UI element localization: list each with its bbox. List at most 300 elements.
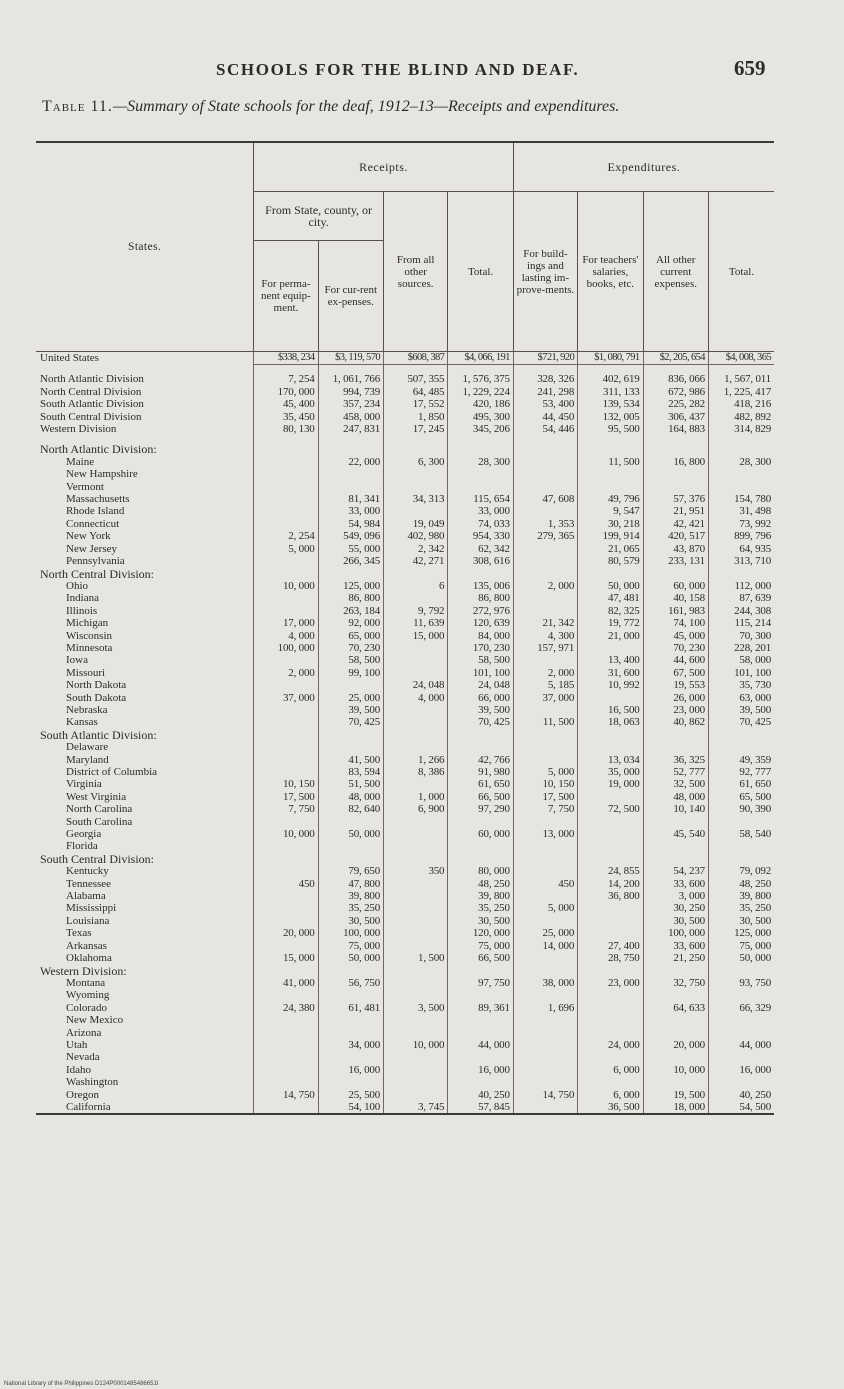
table-cell: 30, 500	[448, 915, 513, 927]
table-cell	[384, 1027, 448, 1039]
summary-table	[36, 141, 774, 1117]
table-cell: 16, 500	[578, 704, 643, 716]
table-cell: 61, 650	[448, 778, 513, 790]
table-row	[36, 704, 774, 716]
table-cell: $721, 920	[513, 352, 577, 365]
table-cell	[384, 816, 448, 828]
table-cell: 61, 650	[708, 778, 774, 790]
table-cell	[254, 915, 318, 927]
table-cell	[254, 840, 318, 852]
table-cell	[513, 865, 577, 877]
table-row	[36, 679, 774, 691]
table-cell	[643, 853, 708, 865]
table-cell: 272, 976	[448, 605, 513, 617]
row-label: Colorado	[66, 1001, 107, 1014]
table-cell	[254, 592, 318, 604]
table-cell: $3, 119, 570	[318, 352, 383, 365]
table-cell: 199, 914	[578, 530, 643, 542]
row-label: Wisconsin	[66, 629, 112, 642]
table-caption-lead: Table 11.	[42, 98, 113, 115]
table-cell: 10, 000	[254, 828, 318, 840]
table-cell: 5, 000	[513, 766, 577, 778]
table-row	[36, 915, 774, 927]
table-cell: 17, 245	[384, 423, 448, 435]
table-row	[36, 398, 774, 410]
row-label: Nebraska	[66, 703, 108, 716]
table-cell: 10, 150	[513, 778, 577, 790]
table-cell	[578, 902, 643, 914]
table-body	[36, 352, 774, 1118]
table-cell: 21, 000	[578, 630, 643, 642]
table-cell: 58, 500	[448, 654, 513, 666]
table-cell	[384, 878, 448, 890]
table-cell	[513, 481, 577, 493]
row-label: South Atlantic Division:	[40, 728, 157, 742]
table-cell: 450	[513, 878, 577, 890]
table-cell: 92, 777	[708, 766, 774, 778]
table-row	[36, 1027, 774, 1039]
table-cell: 350	[384, 865, 448, 877]
table-cell	[578, 1027, 643, 1039]
row-label: South Dakota	[66, 691, 127, 704]
table-cell	[384, 704, 448, 716]
table-cell: 19, 772	[578, 617, 643, 629]
table-cell	[448, 1051, 513, 1063]
spacer-cell	[643, 435, 708, 443]
table-cell: 15, 000	[254, 952, 318, 964]
table-cell: 40, 250	[448, 1089, 513, 1101]
table-cell: 21, 342	[513, 617, 577, 629]
table-cell	[384, 915, 448, 927]
table-cell: 225, 282	[643, 398, 708, 410]
table-cell: 31, 498	[708, 505, 774, 517]
spacer-cell	[384, 365, 448, 374]
table-row	[36, 865, 774, 877]
row-label: North Central Division	[40, 385, 142, 398]
spacer-cell	[448, 435, 513, 443]
table-cell: $1, 080, 791	[578, 352, 643, 365]
table-cell: 233, 131	[643, 555, 708, 567]
table-row	[36, 654, 774, 666]
table-cell: 954, 330	[448, 530, 513, 542]
table-cell: 34, 000	[318, 1039, 383, 1051]
table-cell: $608, 387	[384, 352, 448, 365]
table-cell: 50, 000	[318, 952, 383, 964]
table-cell	[448, 468, 513, 480]
row-label: Maine	[66, 455, 95, 468]
table-cell: 36, 325	[643, 754, 708, 766]
table-cell: 19, 500	[643, 1089, 708, 1101]
table-cell	[254, 605, 318, 617]
table-cell: 28, 750	[578, 952, 643, 964]
table-cell: 1, 000	[384, 791, 448, 803]
table-cell: 313, 710	[708, 555, 774, 567]
table-cell	[448, 443, 513, 455]
table-cell: 35, 250	[318, 902, 383, 914]
table-cell	[254, 865, 318, 877]
table-cell: 6	[384, 580, 448, 592]
table-cell	[254, 468, 318, 480]
table-cell: 39, 800	[318, 890, 383, 902]
table-cell: 57, 376	[643, 493, 708, 505]
table-row	[36, 411, 774, 423]
table-row	[36, 840, 774, 852]
table-row	[36, 791, 774, 803]
table-cell: 89, 361	[448, 1002, 513, 1014]
table-cell	[254, 704, 318, 716]
table-cell	[643, 481, 708, 493]
table-cell	[254, 1076, 318, 1088]
table-cell: 994, 739	[318, 386, 383, 398]
table-cell: 70, 425	[448, 716, 513, 728]
table-cell: 83, 594	[318, 766, 383, 778]
table-cell	[513, 592, 577, 604]
table-cell	[448, 1027, 513, 1039]
table-cell	[513, 754, 577, 766]
table-cell	[513, 952, 577, 964]
table-cell	[513, 816, 577, 828]
spacer-cell	[513, 435, 577, 443]
table-row	[36, 352, 774, 365]
table-cell: 100, 000	[318, 927, 383, 939]
table-cell: 75, 000	[448, 940, 513, 952]
table-cell: 52, 777	[643, 766, 708, 778]
table-cell: 10, 140	[643, 803, 708, 815]
table-cell: 101, 100	[448, 667, 513, 679]
table-row	[36, 617, 774, 629]
table-cell	[708, 989, 774, 1001]
table-cell: 23, 000	[643, 704, 708, 716]
table-cell	[513, 468, 577, 480]
table-cell: 311, 133	[578, 386, 643, 398]
table-cell	[384, 890, 448, 902]
table-cell	[448, 481, 513, 493]
row-label: Idaho	[66, 1063, 92, 1076]
table-cell	[513, 741, 577, 753]
row-label: Delaware	[66, 741, 109, 754]
table-cell	[254, 1051, 318, 1063]
table-cell	[384, 642, 448, 654]
row-label: North Dakota	[66, 679, 127, 692]
table-cell: 24, 048	[384, 679, 448, 691]
table-row	[36, 373, 774, 385]
table-cell: 120, 639	[448, 617, 513, 629]
table-cell: 50, 000	[708, 952, 774, 964]
table-cell	[513, 1051, 577, 1063]
table-cell	[578, 1051, 643, 1063]
table-cell: 54, 984	[318, 518, 383, 530]
table-cell	[578, 828, 643, 840]
spacer-cell	[318, 435, 383, 443]
table-cell	[384, 1076, 448, 1088]
table-cell: 28, 300	[448, 456, 513, 468]
table-row	[36, 592, 774, 604]
table-cell	[448, 840, 513, 852]
table-cell: 28, 300	[708, 456, 774, 468]
table-cell: 54, 237	[643, 865, 708, 877]
table-cell	[318, 443, 383, 455]
table-cell: 6, 300	[384, 456, 448, 468]
table-cell: 33, 600	[643, 878, 708, 890]
table-cell: 47, 608	[513, 493, 577, 505]
table-cell: 1, 576, 375	[448, 373, 513, 385]
table-cell	[384, 778, 448, 790]
table-cell	[708, 853, 774, 865]
table-cell	[384, 729, 448, 741]
table-cell	[384, 1051, 448, 1063]
table-cell: 25, 500	[318, 1089, 383, 1101]
table-cell	[578, 1014, 643, 1026]
table-cell: 10, 000	[643, 1064, 708, 1076]
table-cell	[448, 1014, 513, 1026]
table-cell	[384, 828, 448, 840]
table-cell	[448, 1076, 513, 1088]
table-cell: 1, 850	[384, 411, 448, 423]
table-cell	[384, 840, 448, 852]
table-row	[36, 505, 774, 517]
table-cell	[643, 1014, 708, 1026]
row-label: South Atlantic Division	[40, 398, 144, 411]
table-row	[36, 778, 774, 790]
table-cell: 44, 000	[708, 1039, 774, 1051]
table-cell	[448, 816, 513, 828]
table-cell: 44, 600	[643, 654, 708, 666]
table-cell	[708, 965, 774, 977]
table-cell: 120, 000	[448, 927, 513, 939]
row-label: South Carolina	[66, 815, 133, 828]
spacer-cell	[254, 435, 318, 443]
table-row	[36, 605, 774, 617]
table-cell: 3, 745	[384, 1101, 448, 1114]
table-cell	[254, 816, 318, 828]
table-cell: 20, 000	[643, 1039, 708, 1051]
table-cell: 65, 000	[318, 630, 383, 642]
table-row	[36, 1051, 774, 1063]
table-cell: 99, 100	[318, 667, 383, 679]
column-header-salaries: For teachers' salaries, books, etc.	[578, 192, 643, 352]
table-cell	[448, 853, 513, 865]
table-cell: 4, 300	[513, 630, 577, 642]
row-label: Arizona	[66, 1026, 102, 1039]
table-cell	[578, 853, 643, 865]
table-cell: 50, 000	[578, 580, 643, 592]
table-cell: 2, 000	[254, 667, 318, 679]
page-number: 659	[734, 56, 766, 80]
table-cell: 16, 800	[643, 456, 708, 468]
row-label: Minnesota	[66, 641, 113, 654]
table-cell: 5, 000	[513, 902, 577, 914]
table-cell	[578, 965, 643, 977]
row-label: Maryland	[66, 753, 109, 766]
row-label: Kentucky	[66, 865, 109, 878]
table-cell: 458, 000	[318, 411, 383, 423]
spacer-cell	[384, 435, 448, 443]
table-cell	[578, 642, 643, 654]
row-label: Connecticut	[66, 517, 120, 530]
running-title: SCHOOLS FOR THE BLIND AND DEAF.	[216, 60, 580, 79]
table-row	[36, 456, 774, 468]
table-cell	[384, 989, 448, 1001]
table-cell: 82, 640	[318, 803, 383, 815]
table-cell	[578, 692, 643, 704]
table-cell	[513, 568, 577, 580]
table-cell: 33, 000	[318, 505, 383, 517]
table-cell	[708, 1027, 774, 1039]
row-label: Alabama	[66, 890, 106, 903]
table-cell	[318, 965, 383, 977]
table-cell: 420, 517	[643, 530, 708, 542]
table-cell	[254, 1027, 318, 1039]
table-cell	[513, 456, 577, 468]
table-row	[36, 468, 774, 480]
table-cell	[578, 989, 643, 1001]
table-cell: 26, 000	[643, 692, 708, 704]
table-cell: 6, 900	[384, 803, 448, 815]
column-header-states: States.	[36, 142, 254, 352]
table-cell: 31, 600	[578, 667, 643, 679]
table-cell	[448, 989, 513, 1001]
table-cell: 402, 980	[384, 530, 448, 542]
table-row	[36, 902, 774, 914]
table-cell: 86, 800	[448, 592, 513, 604]
table-row	[36, 630, 774, 642]
table-cell	[578, 741, 643, 753]
table-cell: 154, 780	[708, 493, 774, 505]
table-cell: 66, 500	[448, 952, 513, 964]
table-cell: 17, 500	[513, 791, 577, 803]
division-heading-row	[36, 568, 774, 580]
row-label: Western Division:	[40, 964, 127, 977]
table-cell: 10, 150	[254, 778, 318, 790]
table-cell: 1, 696	[513, 1002, 577, 1014]
table-row	[36, 927, 774, 939]
table-cell: 37, 000	[254, 692, 318, 704]
table-cell	[448, 965, 513, 977]
table-cell	[708, 443, 774, 455]
table-cell	[384, 1089, 448, 1101]
table-cell	[254, 1039, 318, 1051]
column-header-current: For cur-rent ex-penses.	[318, 241, 383, 352]
table-cell: 58, 500	[318, 654, 383, 666]
row-label: Louisiana	[66, 914, 110, 927]
table-cell: 60, 000	[448, 828, 513, 840]
table-cell: 279, 365	[513, 530, 577, 542]
table-cell: 14, 200	[578, 878, 643, 890]
table-cell: 16, 000	[708, 1064, 774, 1076]
table-cell	[448, 741, 513, 753]
table-cell: 50, 000	[318, 828, 383, 840]
table-cell	[384, 940, 448, 952]
table-cell: 39, 500	[318, 704, 383, 716]
table-cell	[708, 1014, 774, 1026]
table-cell	[318, 840, 383, 852]
table-cell: 9, 792	[384, 605, 448, 617]
table-cell: 22, 000	[318, 456, 383, 468]
table-cell: 33, 000	[448, 505, 513, 517]
table-cell	[513, 729, 577, 741]
table-cell	[254, 555, 318, 567]
table-cell: 24, 048	[448, 679, 513, 691]
row-label: New Hampshire	[66, 468, 138, 481]
table-cell: 1, 567, 011	[708, 373, 774, 385]
table-row	[36, 989, 774, 1001]
table-row	[36, 878, 774, 890]
spacer-row	[36, 435, 774, 443]
table-cell	[254, 940, 318, 952]
table-cell: 70, 230	[643, 642, 708, 654]
bottom-rule	[36, 1114, 774, 1117]
table-cell: 64, 633	[643, 1002, 708, 1014]
table-cell	[578, 481, 643, 493]
table-cell: 4, 000	[254, 630, 318, 642]
table-cell: 161, 983	[643, 605, 708, 617]
table-cell: 35, 250	[448, 902, 513, 914]
table-cell	[254, 443, 318, 455]
table-cell	[708, 1051, 774, 1063]
table-cell: 2, 000	[513, 580, 577, 592]
table-cell: 1, 266	[384, 754, 448, 766]
table-cell: 112, 000	[708, 580, 774, 592]
spacer-cell	[318, 365, 383, 374]
table-cell	[513, 1101, 577, 1114]
table-cell: 328, 326	[513, 373, 577, 385]
table-cell: 7, 750	[254, 803, 318, 815]
table-cell: 100, 000	[254, 642, 318, 654]
table-cell: 16, 000	[448, 1064, 513, 1076]
column-group-receipts: Receipts.	[254, 142, 514, 192]
table-row	[36, 890, 774, 902]
table-cell: 25, 000	[513, 927, 577, 939]
table-cell	[513, 543, 577, 555]
table-cell: 1, 229, 224	[448, 386, 513, 398]
table-cell: 10, 000	[254, 580, 318, 592]
row-label: North Atlantic Division:	[40, 443, 157, 456]
table-cell	[708, 840, 774, 852]
table-cell: 30, 218	[578, 518, 643, 530]
table-cell	[254, 965, 318, 977]
table-cell: 357, 234	[318, 398, 383, 410]
table-cell: 6, 000	[578, 1089, 643, 1101]
table-cell: 48, 250	[448, 878, 513, 890]
table-cell	[254, 766, 318, 778]
table-cell	[254, 853, 318, 865]
table-row	[36, 386, 774, 398]
table-cell	[643, 443, 708, 455]
row-label: District of Columbia	[66, 766, 158, 778]
table-cell	[254, 456, 318, 468]
table-cell: 97, 290	[448, 803, 513, 815]
division-heading-row	[36, 729, 774, 741]
table-cell	[384, 443, 448, 455]
table-cell	[578, 1002, 643, 1014]
table-cell: 95, 500	[578, 423, 643, 435]
table-cell: 42, 421	[643, 518, 708, 530]
table-cell	[578, 915, 643, 927]
spacer-cell	[643, 365, 708, 374]
row-label: Washington	[66, 1076, 119, 1089]
table-cell	[513, 443, 577, 455]
table-cell: 263, 184	[318, 605, 383, 617]
table-cell	[578, 927, 643, 939]
table-row	[36, 423, 774, 435]
table-cell	[254, 1064, 318, 1076]
table-cell: 6, 000	[578, 1064, 643, 1076]
table-cell: 58, 000	[708, 654, 774, 666]
table-cell: 49, 359	[708, 754, 774, 766]
table-cell: 81, 341	[318, 493, 383, 505]
table-cell: 9, 547	[578, 505, 643, 517]
table-cell: 241, 298	[513, 386, 577, 398]
